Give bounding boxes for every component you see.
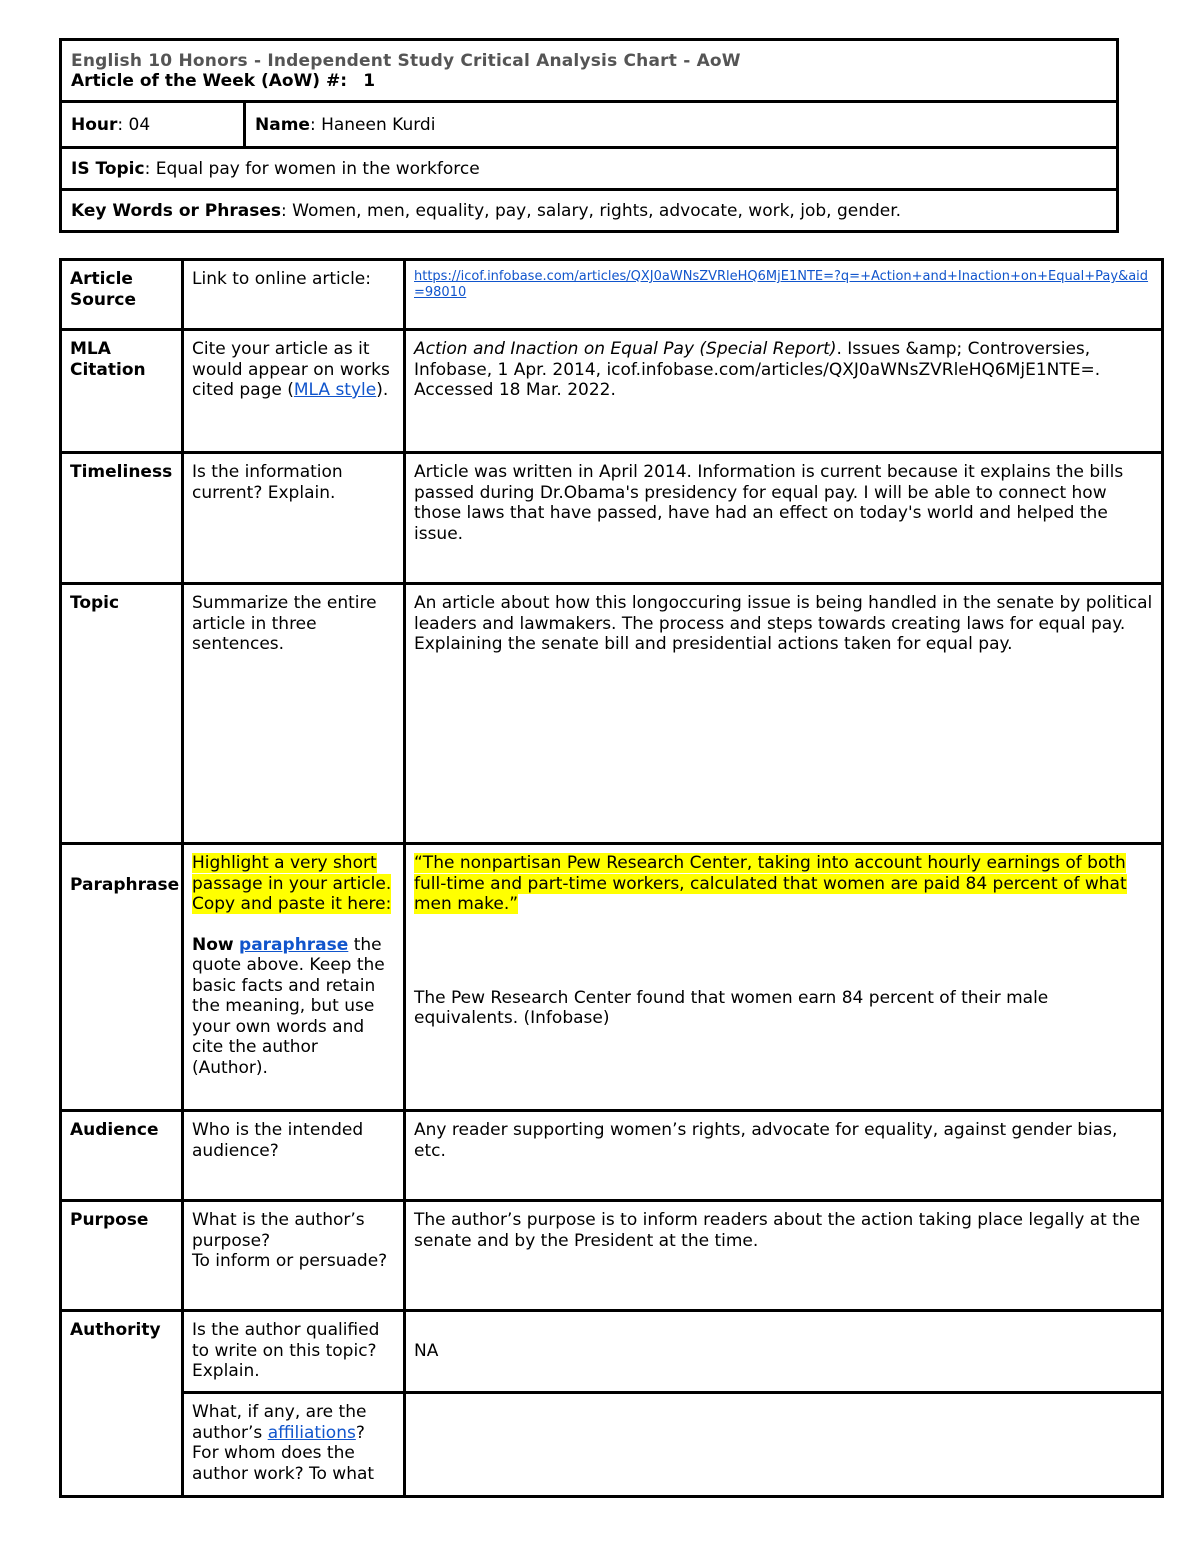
quoted-passage[interactable]: “The nonpartisan Pew Research Center, taking into account hourly earnings of both full-time and part-time workers, calculated that women are paid 84 percent of what men make.” — [414, 853, 1127, 914]
label-authority: Authority — [61, 1311, 183, 1497]
prompt-article-source: Link to online article: — [183, 260, 405, 330]
header-table — [59, 38, 1119, 233]
name-label: Name — [255, 114, 310, 135]
header-title-cell — [61, 40, 1118, 102]
name-cell — [245, 102, 1118, 148]
affiliations-text-end: ? For whom does the author work? To what — [192, 1422, 375, 1484]
answer-timeliness[interactable]: Article was written in April 2014. Information is current because it explains the bills passed during Dr.Obama's presidency for equal pay. I will be able to connect how those laws that have passed, have had an effect on today's world and helped the issue. — [405, 453, 1163, 584]
analysis-table — [59, 258, 1164, 1498]
row-timeliness — [61, 453, 1163, 584]
prompt-mla-text: Cite your article as it would appear on works cited page ( — [192, 339, 390, 400]
keywords-label: Key Words or Phrases — [71, 200, 281, 221]
keywords-value[interactable]: : Women, men, equality, pay, salary, rights, advocate, work, job, gender. — [281, 200, 902, 221]
citation-title: Action and Inaction on Equal Pay (Special Report) — [414, 339, 837, 359]
hour-cell — [61, 102, 245, 148]
answer-purpose[interactable]: The author’s purpose is to inform readers about the action taking place legally at the senate and by the President at the time. — [405, 1201, 1163, 1311]
label-article-source: Article Source — [61, 260, 183, 330]
label-timeliness: Timeliness — [61, 453, 183, 584]
prompt-timeliness: Is the information current? Explain. — [183, 453, 405, 584]
highlight-prompt: Highlight a very short passage in your article. Copy and paste it here: — [192, 853, 392, 914]
keywords-cell — [61, 190, 1118, 232]
prompt-purpose: What is the author’s purpose? To inform or persuade? — [183, 1201, 405, 1311]
row-article-source — [61, 260, 1163, 330]
citation-rest: . Issues &amp; Controversies, Infobase, 1 Apr. 2014, icof.infobase.com/articles/QXJ0aWNsZVRleHQ6MjE1NTE=. Accessed 18 Mar. 2022. — [414, 339, 1101, 400]
paraphrase-link[interactable]: paraphrase — [239, 934, 349, 955]
answer-paraphrase — [405, 844, 1163, 1111]
chart-title: English 10 Honors - Independent Study Critical Analysis Chart - AoW — [71, 50, 741, 71]
prompt-paraphrase — [183, 844, 405, 1111]
answer-topic[interactable]: An article about how this longoccuring issue is being handled in the senate by political leaders and lawmakers. The process and steps towards creating laws for equal pay. Explaining the senate bill and presidential actions taken for equal pay. — [405, 584, 1163, 844]
topic-value[interactable]: : Equal pay for women in the workforce — [144, 158, 480, 179]
row-audience — [61, 1111, 1163, 1201]
label-purpose: Purpose — [61, 1201, 183, 1311]
answer-audience[interactable]: Any reader supporting women’s rights, advocate for equality, against gender bias, etc. — [405, 1111, 1163, 1201]
prompt-authority-affiliations — [183, 1393, 405, 1497]
label-paraphrase: Paraphrase — [61, 844, 183, 1111]
article-link[interactable]: https://icof.infobase.com/articles/QXJ0aWNsZVRleHQ6MjE1NTE=?q=+Action+and+Inaction+on+Equal+Pay&aid=98010 — [414, 269, 1149, 300]
now-label: Now — [192, 934, 234, 955]
prompt-audience: Who is the intended audience? — [183, 1111, 405, 1201]
row-authority-affiliations — [61, 1393, 1163, 1497]
affiliations-link[interactable]: affiliations — [267, 1422, 356, 1443]
hour-label: Hour — [71, 114, 118, 135]
row-purpose — [61, 1201, 1163, 1311]
prompt-mla-end: ). — [376, 380, 389, 400]
row-mla — [61, 330, 1163, 453]
row-authority-qualified — [61, 1311, 1163, 1393]
topic-cell — [61, 148, 1118, 190]
label-topic: Topic — [61, 584, 183, 844]
answer-authority-affiliations[interactable] — [405, 1393, 1163, 1497]
aow-label: Article of the Week (AoW) #: — [71, 70, 348, 91]
prompt-authority-qualified: Is the author qualified to write on this topic? Explain. — [183, 1311, 405, 1393]
aow-number: 1 — [363, 70, 376, 91]
mla-style-link[interactable]: MLA style — [293, 380, 377, 400]
hour-value[interactable]: : 04 — [117, 114, 151, 135]
affiliations-text: What, if any, are the author’s — [192, 1402, 367, 1443]
row-topic — [61, 584, 1163, 844]
row-paraphrase — [61, 844, 1163, 1111]
prompt-topic: Summarize the entire article in three sentences. — [183, 584, 405, 844]
label-audience: Audience — [61, 1111, 183, 1201]
paraphrased-text[interactable]: The Pew Research Center found that women earn 84 percent of their male equivalents. (Infobase) — [414, 987, 1049, 1028]
prompt-mla — [183, 330, 405, 453]
topic-label: IS Topic — [71, 158, 145, 179]
answer-mla — [405, 330, 1163, 453]
answer-article-source — [405, 260, 1163, 330]
paraphrase-prompt-rest: the quote above. Keep the basic facts and retain the meaning, but use your own words and cite the author (Author). — [192, 934, 385, 1078]
name-value[interactable]: : Haneen Kurdi — [309, 114, 436, 135]
label-mla: MLA Citation — [61, 330, 183, 453]
answer-authority-qualified[interactable]: NA — [405, 1311, 1163, 1393]
